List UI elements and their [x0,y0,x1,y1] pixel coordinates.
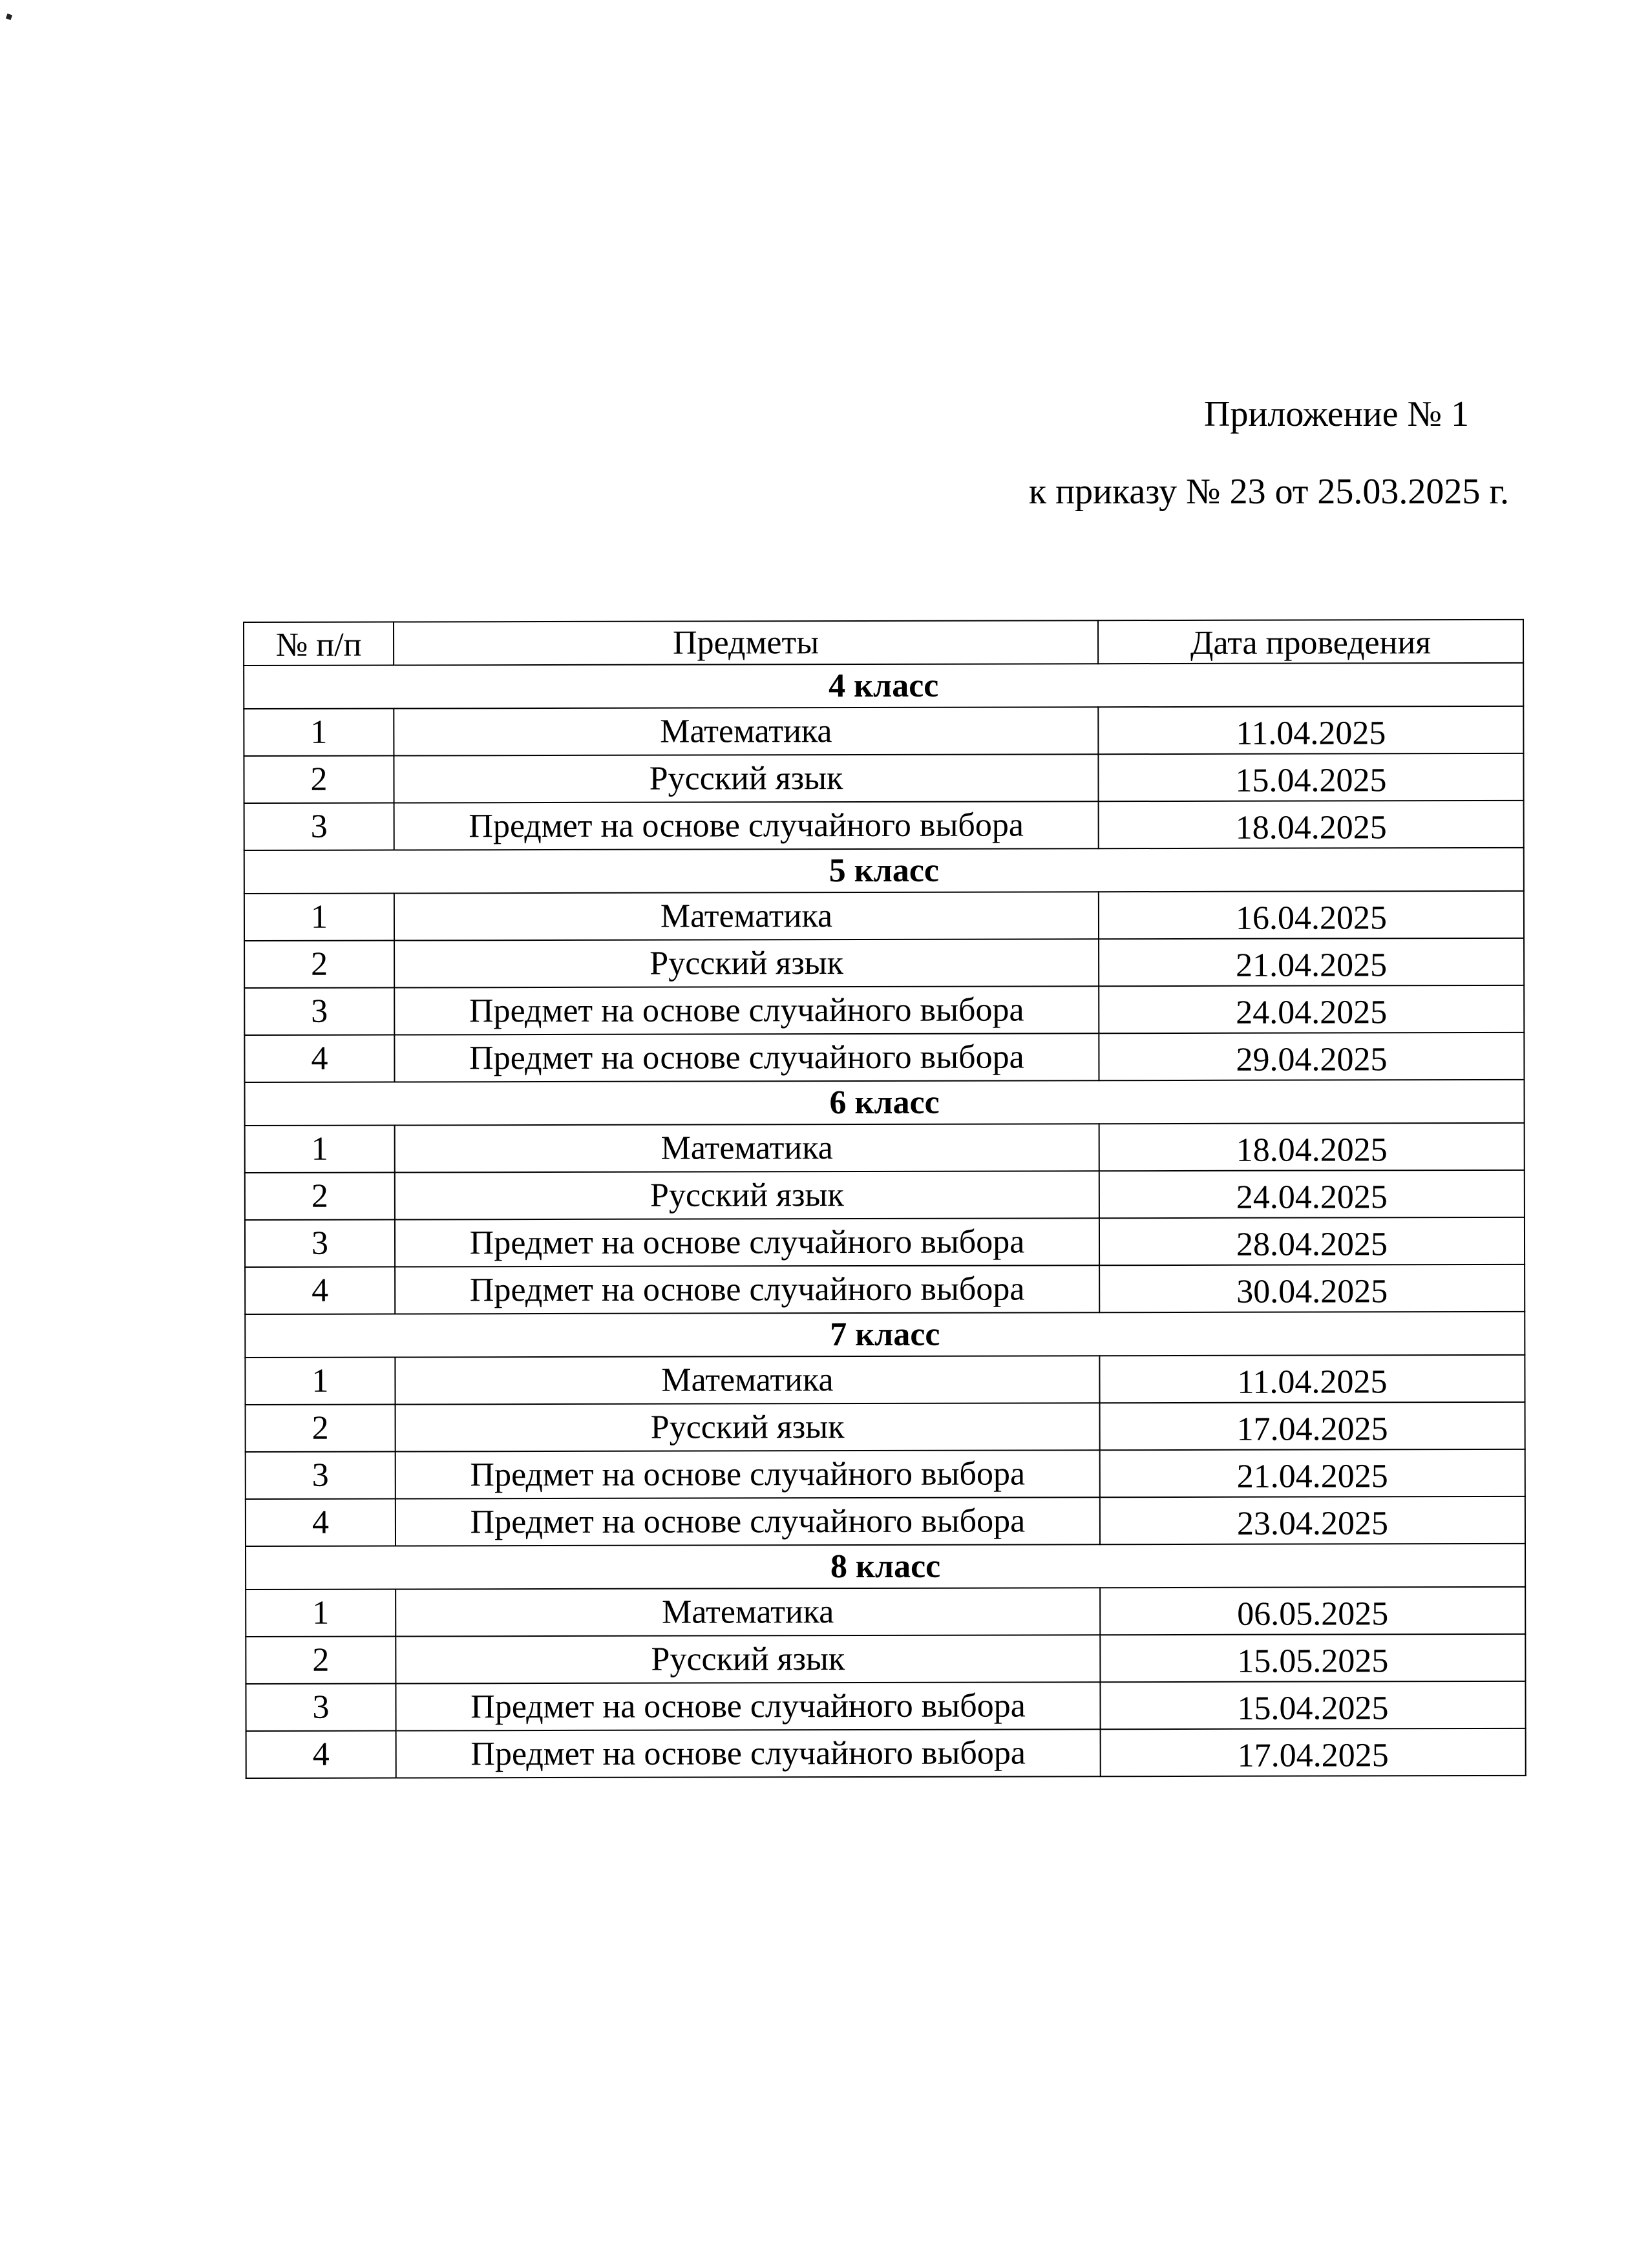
table-row [244,985,1524,1035]
date-cell: 16.04.2025 [1099,891,1524,939]
table-row [246,1496,1525,1546]
date-cell: 17.04.2025 [1100,1402,1525,1450]
table-row [246,1634,1525,1684]
date-cell: 29.04.2025 [1099,1033,1524,1080]
row-number-cell: 2 [245,1173,395,1220]
table-row [245,1265,1525,1314]
date-cell: 15.04.2025 [1100,1681,1525,1729]
row-number-cell: 2 [244,756,394,803]
table-row [246,1681,1525,1731]
row-number-cell: 2 [244,941,394,988]
subject-cell: Русский язык [394,939,1099,987]
subject-cell: Математика [395,1124,1099,1172]
row-number-cell: 1 [244,709,394,756]
column-header-date: Дата проведения [1098,620,1523,664]
column-header-subjects: Предметы [394,620,1098,665]
scan-artifact [6,14,12,20]
table-row [246,1587,1525,1637]
row-number-cell: 4 [245,1267,395,1314]
row-number-cell: 1 [245,1358,395,1405]
subject-cell: Предмет на основе случайного выбора [395,1218,1099,1266]
row-number-cell: 2 [246,1405,396,1452]
table-row [244,938,1524,988]
row-number-cell: 3 [244,803,394,850]
subject-cell: Предмет на основе случайного выбора [395,1265,1099,1314]
grade-heading: 8 класс [246,1544,1525,1590]
grade-heading: 7 класс [245,1312,1525,1358]
date-cell: 24.04.2025 [1099,1170,1525,1218]
date-cell: 15.04.2025 [1098,753,1523,801]
row-number-cell: 3 [244,988,394,1035]
date-cell: 18.04.2025 [1099,801,1524,848]
subject-cell: Предмет на основе случайного выбора [396,1450,1100,1498]
table-row [245,1170,1525,1220]
subject-cell: Русский язык [396,1403,1100,1451]
subject-cell: Предмет на основе случайного выбора [396,1682,1100,1730]
date-cell: 15.05.2025 [1100,1634,1525,1682]
table-header-row [244,620,1523,666]
row-number-cell: 3 [245,1220,395,1267]
date-cell: 23.04.2025 [1100,1496,1525,1544]
date-cell: 17.04.2025 [1101,1728,1526,1776]
order-reference: к приказу № 23 от 25.03.2025 г. [1028,472,1509,512]
table-row [244,753,1523,803]
table-row [244,801,1524,850]
subject-cell: Математика [395,1356,1099,1404]
grade-row [244,663,1523,709]
table-row [245,1355,1525,1405]
date-cell: 06.05.2025 [1100,1587,1525,1635]
date-cell: 28.04.2025 [1099,1217,1525,1265]
grade-row [245,1312,1525,1358]
table-body [244,663,1526,1778]
column-header-number: № п/п [244,622,394,666]
table-row [244,1033,1524,1082]
row-number-cell: 2 [246,1637,396,1684]
subject-cell: Предмет на основе случайного выбора [394,1033,1099,1082]
grade-row [246,1544,1525,1590]
grade-row [244,1080,1524,1126]
subject-cell: Русский язык [396,1635,1100,1683]
subject-cell: Математика [394,707,1098,755]
grade-heading: 4 класс [244,663,1523,709]
table-row [244,891,1524,941]
table-row [245,1217,1525,1267]
subject-cell: Русский язык [394,754,1098,803]
subject-cell: Предмет на основе случайного выбора [394,986,1099,1034]
row-number-cell: 4 [244,1035,394,1082]
row-number-cell: 1 [246,1590,396,1637]
date-cell: 24.04.2025 [1099,985,1524,1033]
exam-schedule-table [243,619,1527,1779]
grade-row [244,848,1524,894]
subject-cell: Предмет на основе случайного выбора [394,801,1099,850]
subject-cell: Предмет на основе случайного выбора [396,1497,1100,1546]
subject-cell: Математика [394,892,1099,940]
table-row [246,1728,1526,1778]
row-number-cell: 3 [246,1452,396,1499]
table-row [245,1123,1525,1173]
row-number-cell: 1 [245,1126,395,1173]
table-row [246,1402,1525,1452]
date-cell: 21.04.2025 [1100,1449,1525,1497]
date-cell: 11.04.2025 [1099,1355,1525,1403]
date-cell: 30.04.2025 [1099,1265,1525,1312]
table-row [244,706,1523,756]
date-cell: 18.04.2025 [1099,1123,1525,1171]
date-cell: 21.04.2025 [1099,938,1524,986]
row-number-cell: 3 [246,1684,396,1731]
grade-heading: 6 класс [244,1080,1524,1126]
row-number-cell: 4 [246,1499,396,1546]
row-number-cell: 4 [246,1731,396,1778]
grade-heading: 5 класс [244,848,1524,894]
subject-cell: Предмет на основе случайного выбора [396,1729,1101,1778]
date-cell: 11.04.2025 [1098,706,1523,754]
appendix-title: Приложение № 1 [1204,394,1469,434]
subject-cell: Математика [396,1588,1100,1636]
row-number-cell: 1 [244,894,394,941]
subject-cell: Русский язык [395,1171,1099,1219]
table-row [246,1449,1525,1499]
